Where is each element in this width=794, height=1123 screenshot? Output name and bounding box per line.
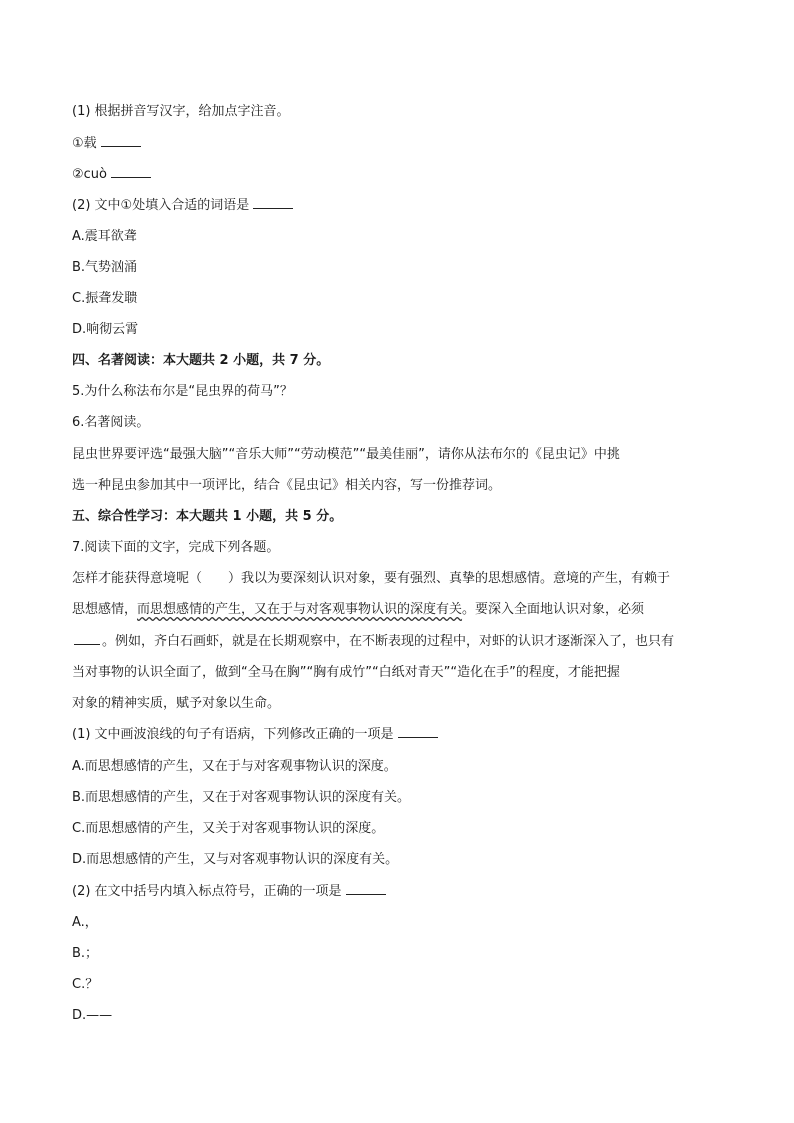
question-7-title: 7.阅读下面的文字，完成下列各题。 (72, 540, 280, 555)
option-d: D.而思想感情的产生，又与对客观事物认识的深度有关。 (72, 852, 399, 867)
passage-line: 当对事物的认识全面了，做到“全马在胸”“胸有成竹”“白纸对青天”“造化在手”的程度，才能把握 (72, 665, 620, 680)
option-c: C.而思想感情的产生，又关于对客观事物认识的深度。 (72, 821, 385, 836)
option-a: A.而思想感情的产生，又在于与对客观事物认识的深度。 (72, 759, 397, 774)
option-c: C.振聋发聩 (72, 291, 138, 306)
question-6-title: 6.名著阅读。 (72, 415, 150, 430)
option-d: D.—— (72, 1008, 113, 1023)
passage-line: 怎样才能获得意境呢（ ）我以为要深刻认识对象，要有强烈、真挚的思想感情。意境的产生，有赖于 (72, 571, 671, 586)
section-heading: 五、综合性学习：本大题共 1 小题，共 5 分。 (72, 509, 343, 524)
q7-part2: (2) 在文中括号内填入标点符号，正确的一项是 (72, 882, 386, 902)
option-a: A.， (72, 915, 98, 930)
q4-item2: ②cuò (72, 165, 151, 185)
q4-item1: ①载 (72, 134, 141, 154)
question-6-body-line: 昆虫世界要评选“最强大脑”“音乐大师”“劳动模范”“最美佳丽”，请你从法布尔的《昆虫记》中挑 (72, 447, 620, 462)
section-heading: 四、名著阅读：本大题共 2 小题，共 7 分。 (72, 353, 330, 368)
q4-part1: (1) 根据拼音写汉字，给加点字注音。 (72, 104, 290, 119)
answer-blank (253, 196, 293, 209)
passage-line: 思想感情，而思想感情的产生，又在于与对客观事物认识的深度有关。要深入全面地认识对象，必须 (72, 602, 645, 617)
option-a: A.震耳欲聋 (72, 229, 137, 244)
answer-blank (398, 725, 438, 738)
question-6-body-line: 选一种昆虫参加其中一项评比，结合《昆虫记》相关内容，写一份推荐词。 (72, 478, 502, 493)
passage-line: 。例如，齐白石画虾，就是在长期观察中，在不断表现的过程中，对虾的认识才逐渐深入了，也只有 (72, 632, 674, 652)
passage-line: 对象的精神实质，赋予对象以生命。 (72, 696, 281, 711)
question-5: 5.为什么称法布尔是“昆虫界的荷马”？ (72, 384, 293, 399)
answer-blank (346, 882, 386, 895)
option-c: C.？ (72, 977, 99, 992)
option-b: B.； (72, 946, 99, 961)
answer-blank (74, 632, 100, 645)
option-b: B.而思想感情的产生，又在于对客观事物认识的深度有关。 (72, 790, 411, 805)
wavy-underlined-sentence: 而思想感情的产生，又在于与对客观事物认识的深度有关 (137, 602, 463, 617)
q7-part1: (1) 文中画波浪线的句子有语病，下列修改正确的一项是 (72, 725, 438, 745)
answer-blank (111, 165, 151, 178)
answer-blank (101, 134, 141, 147)
option-b: B.气势汹涌 (72, 260, 138, 275)
q4-part2: (2) 文中①处填入合适的词语是 (72, 196, 293, 216)
option-d: D.响彻云霄 (72, 322, 139, 337)
